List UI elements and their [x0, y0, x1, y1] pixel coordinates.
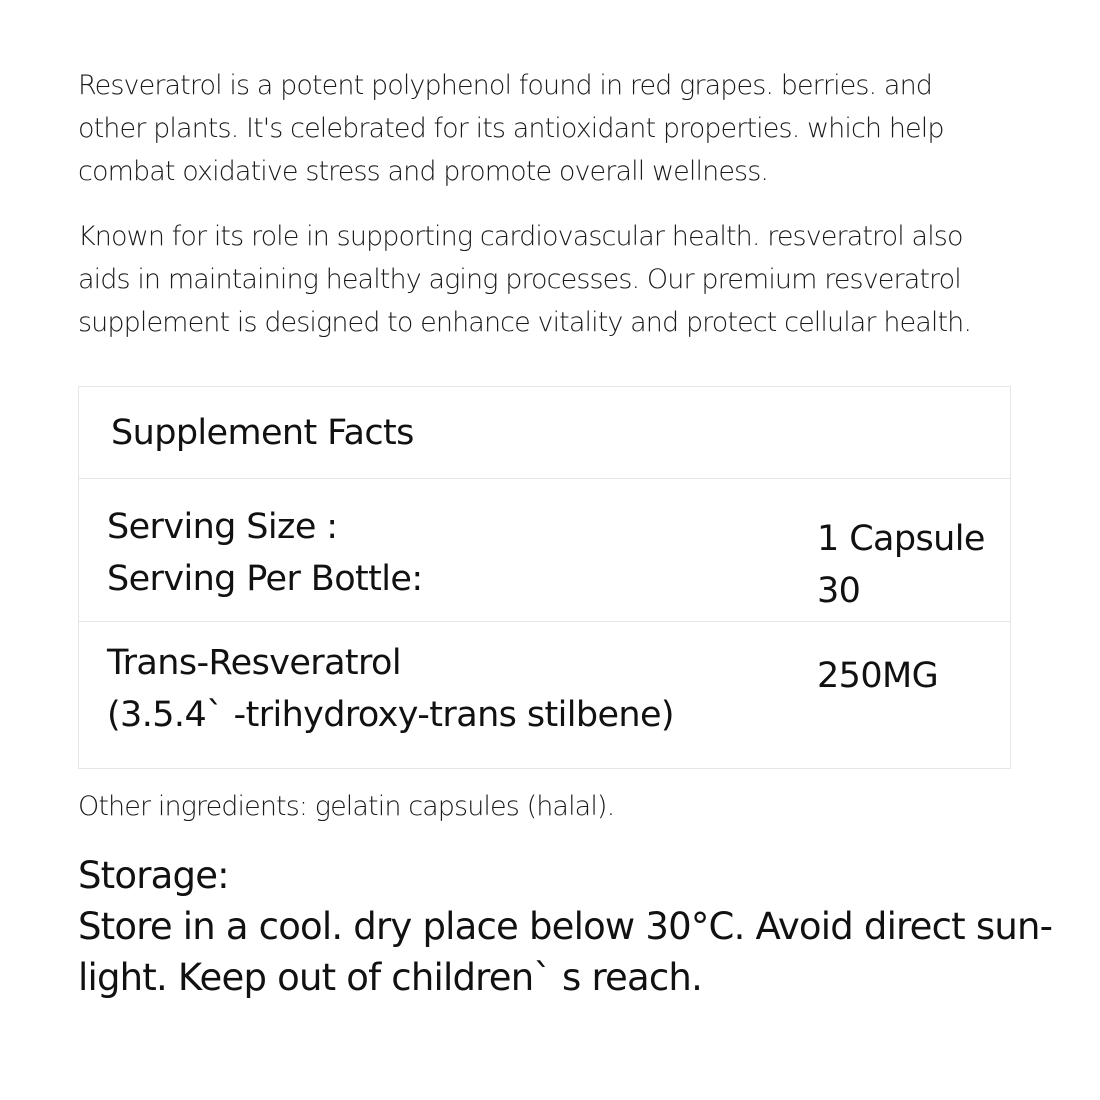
intro-paragraph-1	[78, 64, 1018, 193]
ingredient-name	[79, 622, 789, 768]
supplement-facts-title: Supplement Facts	[79, 387, 1010, 479]
storage-line: light. Keep out of children` s reach.	[78, 956, 703, 999]
servings-per-bottle-label: Serving Per Bottle:	[107, 559, 423, 599]
servings-per-bottle-value: 30	[817, 571, 861, 611]
paragraph-line: aids in maintaining healthy aging processes. Our premium resveratrol	[78, 264, 961, 295]
serving-size-value: 1 Capsule	[817, 519, 985, 559]
paragraph-line: Resveratrol is a potent polyphenol found in red grapes. berries. and	[78, 70, 933, 101]
serving-size-label: Serving Size :	[107, 507, 338, 547]
paragraph-line: supplement is designed to enhance vitality and protect cellular health.	[78, 307, 972, 338]
paragraph-line: Known for its role in supporting cardiovascular health. resveratrol also	[78, 221, 963, 252]
storage-section	[78, 850, 1053, 1003]
paragraph-line: combat oxidative stress and promote overall wellness.	[78, 156, 769, 187]
serving-labels	[79, 479, 789, 621]
serving-row	[79, 479, 1010, 622]
product-info-page	[78, 64, 1053, 1003]
ingredient-row	[79, 622, 1010, 768]
ingredient-name-line: (3.5.4` -trihydroxy-trans stilbene)	[107, 695, 674, 735]
supplement-facts-table	[78, 386, 1011, 769]
storage-heading: Storage:	[78, 854, 229, 897]
intro-paragraph-2	[78, 215, 1018, 344]
ingredient-amount-cell	[789, 622, 1010, 768]
ingredient-amount: 250MG	[817, 656, 939, 696]
other-ingredients: Other ingredients: gelatin capsules (halal).	[78, 791, 615, 822]
serving-values	[789, 479, 1010, 621]
storage-line: Store in a cool. dry place below 30°C. Avoid direct sun-	[78, 905, 1053, 948]
ingredient-name-line: Trans-Resveratrol	[107, 643, 401, 683]
paragraph-line: other plants. It's celebrated for its antioxidant properties. which help	[78, 113, 944, 144]
